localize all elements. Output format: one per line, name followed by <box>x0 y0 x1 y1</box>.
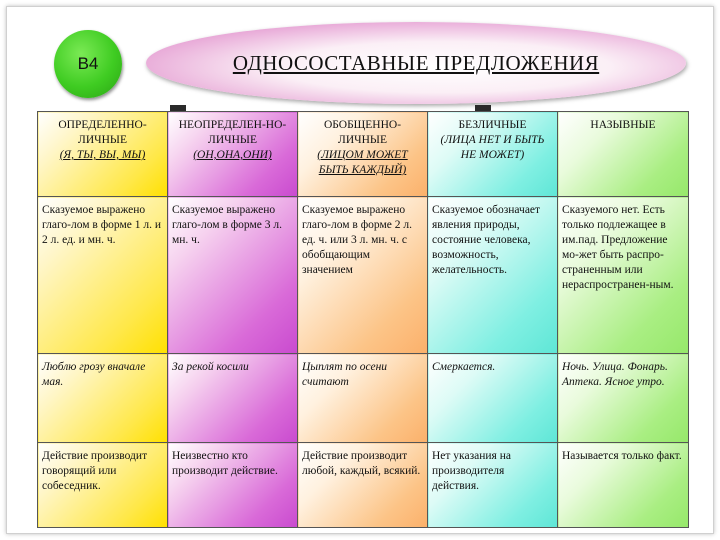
actor-cell: Неизвестно кто производит действие. <box>168 443 298 528</box>
definition-cell: Сказуемое выражено глаго-лом в форме 1 л. и 2 л. ед. и мн. ч. <box>38 197 168 354</box>
header-cell <box>168 112 298 197</box>
example-cell: Ночь. Улица. Фонарь. Аптека. Ясное утро. <box>558 354 689 443</box>
definition-row <box>38 197 689 354</box>
header-cell <box>38 112 168 197</box>
header-cell <box>298 112 428 197</box>
header-main: БЕЗЛИЧНЫЕ <box>458 119 527 131</box>
example-cell: За рекой косили <box>168 354 298 443</box>
sentence-types-table <box>37 111 689 528</box>
example-row <box>38 354 689 443</box>
header-sub: (ОН,ОНА,ОНИ) <box>193 149 272 161</box>
definition-cell: Сказуемое обозначает явления природы, состояние человека, возможность, желательность. <box>428 197 558 354</box>
header-cell <box>428 112 558 197</box>
actor-cell: Действие производит любой, каждый, всякий. <box>298 443 428 528</box>
actor-row <box>38 443 689 528</box>
header-main: ОБОБЩЕННО-ЛИЧНЫЕ <box>323 119 402 146</box>
definition-cell: Сказуемого нет. Есть только подлежащее в им.пад. Предложение мо-жет быть распро-страненным или нераспространен-ным. <box>558 197 689 354</box>
table-header-row <box>38 112 689 197</box>
header-main: ОПРЕДЕЛЕННО-ЛИЧНЫЕ <box>58 119 147 146</box>
definition-cell: Сказуемое выражено глаго-лом в форме 3 л. мн. ч. <box>168 197 298 354</box>
header-cell <box>558 112 689 197</box>
task-badge: В4 <box>54 30 122 98</box>
actor-cell: Действие производит говорящий или собеседник. <box>38 443 168 528</box>
slide-title: ОДНОСОСТАВНЫЕ ПРЕДЛОЖЕНИЯ <box>232 50 600 75</box>
header-main: НЕОПРЕДЕЛЕН-НО-ЛИЧНЫЕ <box>178 119 287 146</box>
definition-cell: Сказуемое выражено глаго-лом в форме 2 л. ед. ч. или 3 л. мн. ч. с обобщающим значением <box>298 197 428 354</box>
header-sub: (ЛИЦОМ МОЖЕТ БЫТЬ КАЖДЫЙ) <box>317 149 408 176</box>
actor-cell: Называется только факт. <box>558 443 689 528</box>
header-sub: (ЛИЦА НЕТ И БЫТЬ НЕ МОЖЕТ) <box>440 134 545 161</box>
actor-cell: Нет указания на производителя действия. <box>428 443 558 528</box>
example-cell: Люблю грозу вначале мая. <box>38 354 168 443</box>
example-cell: Цыплят по осени считают <box>298 354 428 443</box>
title-oval <box>146 22 686 104</box>
header-sub: (Я, ТЫ, ВЫ, МЫ) <box>59 149 146 161</box>
header-main: НАЗЫВНЫЕ <box>590 119 656 131</box>
example-cell: Смеркается. <box>428 354 558 443</box>
